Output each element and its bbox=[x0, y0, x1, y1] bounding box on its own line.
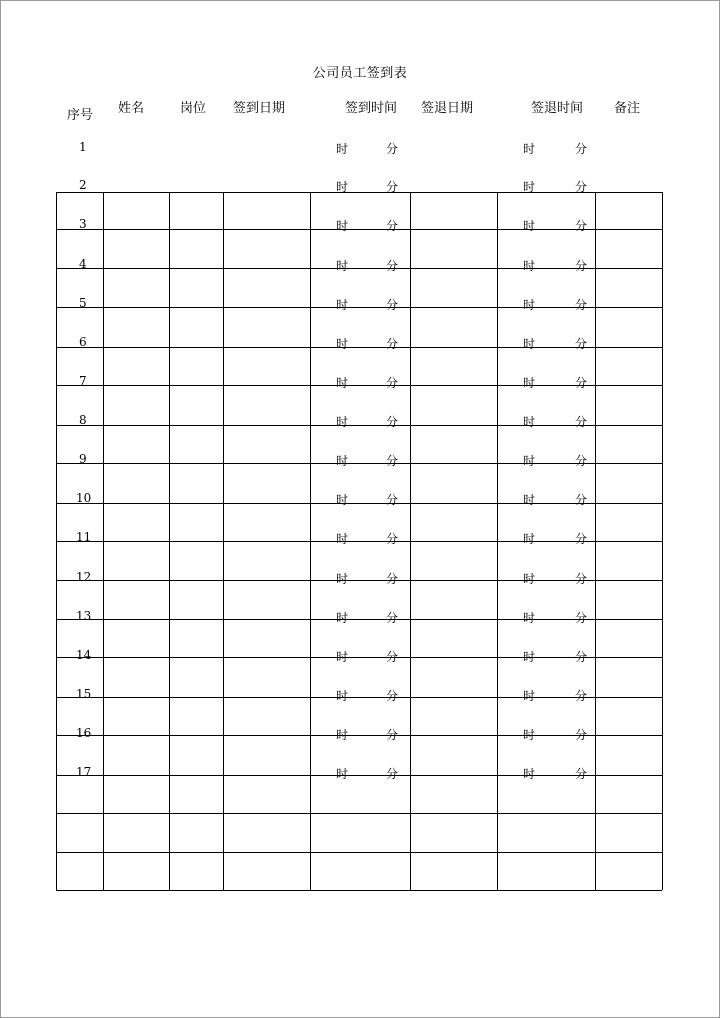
sign-in-minute-label: 分 bbox=[386, 767, 399, 781]
row-number: 1 bbox=[79, 140, 87, 154]
sign-in-hour-label: 时 bbox=[336, 767, 349, 781]
sign-in-minute-label: 分 bbox=[386, 689, 399, 703]
sign-out-minute-label: 分 bbox=[575, 532, 588, 546]
sign-out-minute-label: 分 bbox=[575, 454, 588, 468]
table-hline bbox=[56, 541, 662, 542]
table-vline bbox=[595, 192, 596, 890]
sign-out-hour-label: 时 bbox=[523, 689, 536, 703]
sign-out-hour-label: 时 bbox=[523, 532, 536, 546]
sign-in-hour-label: 时 bbox=[336, 298, 349, 312]
table-hline bbox=[56, 813, 662, 814]
sign-in-minute-label: 分 bbox=[386, 337, 399, 351]
table-hline bbox=[56, 425, 662, 426]
sign-in-hour-label: 时 bbox=[336, 376, 349, 390]
header-sign-in-date: 签到日期 bbox=[233, 101, 286, 116]
row-number: 16 bbox=[76, 726, 92, 740]
header-remarks: 备注 bbox=[614, 101, 641, 116]
header-sign-in-time: 签到时间 bbox=[345, 101, 398, 116]
table-hline bbox=[56, 775, 662, 776]
table-hline bbox=[56, 697, 662, 698]
header-name: 姓名 bbox=[118, 101, 145, 116]
table-vline bbox=[56, 192, 57, 890]
sign-out-hour-label: 时 bbox=[523, 259, 536, 273]
sign-in-hour-label: 时 bbox=[336, 689, 349, 703]
row-number: 12 bbox=[76, 570, 92, 584]
table-hline bbox=[56, 192, 662, 193]
header-sign-out-date: 签退日期 bbox=[421, 101, 474, 116]
header-position: 岗位 bbox=[180, 101, 207, 116]
table-vline bbox=[497, 192, 498, 890]
sign-in-hour-label: 时 bbox=[336, 180, 349, 194]
sign-in-hour-label: 时 bbox=[336, 611, 349, 625]
sign-out-minute-label: 分 bbox=[575, 415, 588, 429]
sign-out-hour-label: 时 bbox=[523, 767, 536, 781]
sign-out-hour-label: 时 bbox=[523, 415, 536, 429]
sign-in-minute-label: 分 bbox=[386, 376, 399, 390]
sign-out-minute-label: 分 bbox=[575, 650, 588, 664]
sign-out-hour-label: 时 bbox=[523, 180, 536, 194]
table-vline bbox=[410, 192, 411, 890]
sign-out-minute-label: 分 bbox=[575, 337, 588, 351]
sign-out-hour-label: 时 bbox=[523, 337, 536, 351]
table-hline bbox=[56, 268, 662, 269]
sign-out-hour-label: 时 bbox=[523, 611, 536, 625]
sign-in-minute-label: 分 bbox=[386, 532, 399, 546]
header-seq: 序号 bbox=[67, 108, 94, 123]
sign-out-minute-label: 分 bbox=[575, 767, 588, 781]
sign-out-minute-label: 分 bbox=[575, 611, 588, 625]
table-hline bbox=[56, 307, 662, 308]
row-number: 8 bbox=[79, 413, 87, 427]
sign-out-minute-label: 分 bbox=[575, 728, 588, 742]
table-hline bbox=[56, 385, 662, 386]
sign-out-hour-label: 时 bbox=[523, 219, 536, 233]
sign-in-minute-label: 分 bbox=[386, 493, 399, 507]
sign-in-hour-label: 时 bbox=[336, 493, 349, 507]
table-hline bbox=[56, 852, 662, 853]
row-number: 4 bbox=[79, 257, 87, 271]
sign-out-hour-label: 时 bbox=[523, 650, 536, 664]
sign-in-hour-label: 时 bbox=[336, 650, 349, 664]
sign-out-minute-label: 分 bbox=[575, 298, 588, 312]
sign-out-minute-label: 分 bbox=[575, 142, 588, 156]
sign-out-hour-label: 时 bbox=[523, 142, 536, 156]
sign-in-minute-label: 分 bbox=[386, 142, 399, 156]
row-number: 11 bbox=[76, 530, 92, 544]
row-number: 7 bbox=[79, 374, 87, 388]
sign-out-minute-label: 分 bbox=[575, 493, 588, 507]
sign-out-minute-label: 分 bbox=[575, 180, 588, 194]
sign-in-hour-label: 时 bbox=[336, 259, 349, 273]
sign-out-minute-label: 分 bbox=[575, 376, 588, 390]
sign-in-minute-label: 分 bbox=[386, 611, 399, 625]
sheet-title: 公司员工签到表 bbox=[312, 66, 408, 81]
sign-in-hour-label: 时 bbox=[336, 572, 349, 586]
sign-out-hour-label: 时 bbox=[523, 454, 536, 468]
row-number: 6 bbox=[79, 335, 87, 349]
row-number: 3 bbox=[79, 217, 87, 231]
row-number: 10 bbox=[76, 491, 92, 505]
table-hline bbox=[56, 347, 662, 348]
table-hline bbox=[56, 580, 662, 581]
sign-in-minute-label: 分 bbox=[386, 298, 399, 312]
row-number: 14 bbox=[76, 648, 92, 662]
table-vline bbox=[169, 192, 170, 890]
row-number: 2 bbox=[79, 178, 87, 192]
sign-out-minute-label: 分 bbox=[575, 259, 588, 273]
sign-out-hour-label: 时 bbox=[523, 728, 536, 742]
row-number: 15 bbox=[76, 687, 92, 701]
table-vline bbox=[223, 192, 224, 890]
sign-in-hour-label: 时 bbox=[336, 337, 349, 351]
sign-out-hour-label: 时 bbox=[523, 572, 536, 586]
table-vline bbox=[103, 192, 104, 890]
table-hline bbox=[56, 463, 662, 464]
sign-in-hour-label: 时 bbox=[336, 415, 349, 429]
sign-out-minute-label: 分 bbox=[575, 572, 588, 586]
table-vline bbox=[662, 192, 663, 890]
sign-out-hour-label: 时 bbox=[523, 376, 536, 390]
sign-in-minute-label: 分 bbox=[386, 454, 399, 468]
sign-in-minute-label: 分 bbox=[386, 219, 399, 233]
table-vline bbox=[310, 192, 311, 890]
sign-out-minute-label: 分 bbox=[575, 689, 588, 703]
row-number: 9 bbox=[79, 452, 87, 466]
sign-out-minute-label: 分 bbox=[575, 219, 588, 233]
header-sign-out-time: 签退时间 bbox=[531, 101, 584, 116]
sign-in-hour-label: 时 bbox=[336, 728, 349, 742]
sign-in-minute-label: 分 bbox=[386, 650, 399, 664]
table-hline bbox=[56, 503, 662, 504]
row-number: 17 bbox=[76, 765, 92, 779]
table-hline bbox=[56, 229, 662, 230]
row-number: 13 bbox=[76, 609, 92, 623]
sign-in-hour-label: 时 bbox=[336, 219, 349, 233]
sign-out-hour-label: 时 bbox=[523, 298, 536, 312]
table-hline bbox=[56, 735, 662, 736]
sign-in-hour-label: 时 bbox=[336, 454, 349, 468]
table-hline bbox=[56, 619, 662, 620]
sign-in-hour-label: 时 bbox=[336, 142, 349, 156]
table-hline bbox=[56, 890, 662, 891]
sign-in-minute-label: 分 bbox=[386, 572, 399, 586]
sign-in-minute-label: 分 bbox=[386, 728, 399, 742]
sign-in-minute-label: 分 bbox=[386, 259, 399, 273]
sign-in-minute-label: 分 bbox=[386, 415, 399, 429]
table-hline bbox=[56, 657, 662, 658]
sign-in-hour-label: 时 bbox=[336, 532, 349, 546]
sign-in-minute-label: 分 bbox=[386, 180, 399, 194]
sign-out-hour-label: 时 bbox=[523, 493, 536, 507]
row-number: 5 bbox=[79, 296, 87, 310]
